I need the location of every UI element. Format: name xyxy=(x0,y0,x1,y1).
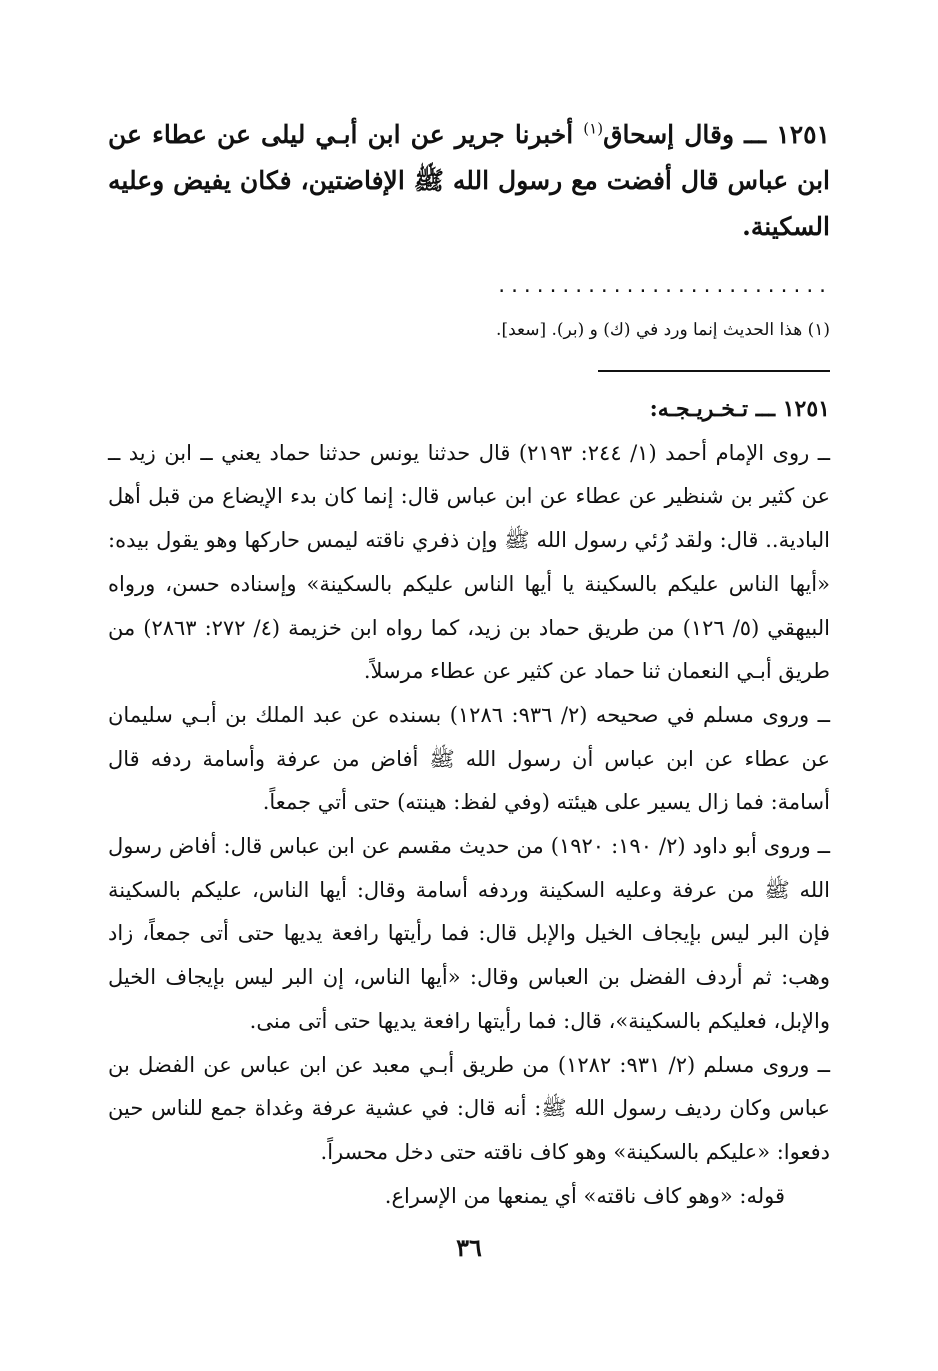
takhrij-paragraph: ــ روى الإمام أحمد (١/ ٢٤٤: ٢١٩٣) قال حدثنا يونس حدثنا حماد يعني ــ ابن زيد ــ عن كثير بن شنظير عن عطاء عن ابن عباس قال: إنما كان بدء الإيضاع من قبل أهل البادية.. قال: ولقد رُئي رسول الله ﷺ وإن ذفري ناقته ليمس حاركها وهو يقول بيده: «أيها الناس عليكم بالسكينة يا أيها الناس عليكم بالسكينة» وإسناده حسن، ورواه البيهقي (٥/ ١٢٦) من طريق حماد بن زيد، كما رواه ابن خزيمة (٤/ ٢٧٢: ٢٨٦٣) من طريق أبـي النعمان ثنا حماد عن كثير عن عطاء مرسلاً. xyxy=(108,440,831,684)
footnote-reference: (١) xyxy=(583,119,604,138)
hadith-paragraph xyxy=(108,112,830,250)
hadith-number: ١٢٥١ xyxy=(776,120,830,149)
footnote-separator: .......................... xyxy=(496,276,830,297)
takhrij-paragraph: ــ وروى مسلم في صحيحه (٢/ ٩٣٦: ١٢٨٦) بسنده عن عبد الملك بن أبـي سليمان عن عطاء عن ابن عباس أن رسول الله ﷺ أفاض من عرفة وأسامة ردفه قال أسامة: فما زال يسير على هيئته (وفي لفظ: هينته) حتى أتي جمعاً. xyxy=(108,702,830,815)
page-number: ٣٦ xyxy=(456,1233,482,1262)
footnote xyxy=(108,316,830,344)
takhrij-section xyxy=(108,388,830,1218)
section-divider xyxy=(598,370,830,372)
takhrij-paragraph: ــ وروى أبو داود (٢/ ١٩٠: ١٩٢٠) من حديث مقسم عن ابن عباس قال: أفاض رسول الله ﷺ من عرفة وعليه السكينة وردفه أسامة وقال: أيها الناس، عليكم بالسكينة فإن البر ليس بإيجاف الخيل والإبل قال: فما رأيتها رافعة يديها حتى أتى جمعاً، زاد وهب: ثم أردف الفضل بن العباس وقال: «أيها الناس، إن البر ليس بإيجاف الخيل والإبل، فعليكم بالسكينة»، قال: فما رأيتها رافعة يديها حتى أتى منى. xyxy=(108,834,830,1033)
hadith-text-part1: وقال إسحاق xyxy=(603,120,735,149)
takhrij-heading: ١٢٥١ ـــ تـخـريـجـه: xyxy=(649,396,830,422)
footnote-text: هذا الحديث إنما ورد في (ك) و (بر). [سعد]. xyxy=(496,320,803,340)
footnote-number: (١) xyxy=(807,320,830,340)
takhrij-paragraph: ــ وروى مسلم (٢/ ٩٣١: ١٢٨٢) من طريق أبـي معبد عن ابن عباس عن الفضل بن عباس وكان رديف رسول الله ﷺ: أنه قال: في عشية عرفة وغداة جمع للناس حين دفعوا: «عليكم بالسكينة» وهو كاف ناقته حتى دخل محسراً. xyxy=(108,1052,830,1164)
hadith-main-text xyxy=(108,112,830,250)
hadith-text-part2: أخبرنا جرير عن ابن أبـي ليلى عن عطاء عن ابن عباس قال أفضت مع رسول الله ﷺ الإفاضتين، فكان يفيض وعليه السكينة. xyxy=(108,120,830,241)
takhrij-paragraph: قوله: «وهو كاف ناقته» أي يمنعها من الإسراع. xyxy=(384,1183,785,1208)
hadith-dash: ـــ xyxy=(744,120,767,149)
